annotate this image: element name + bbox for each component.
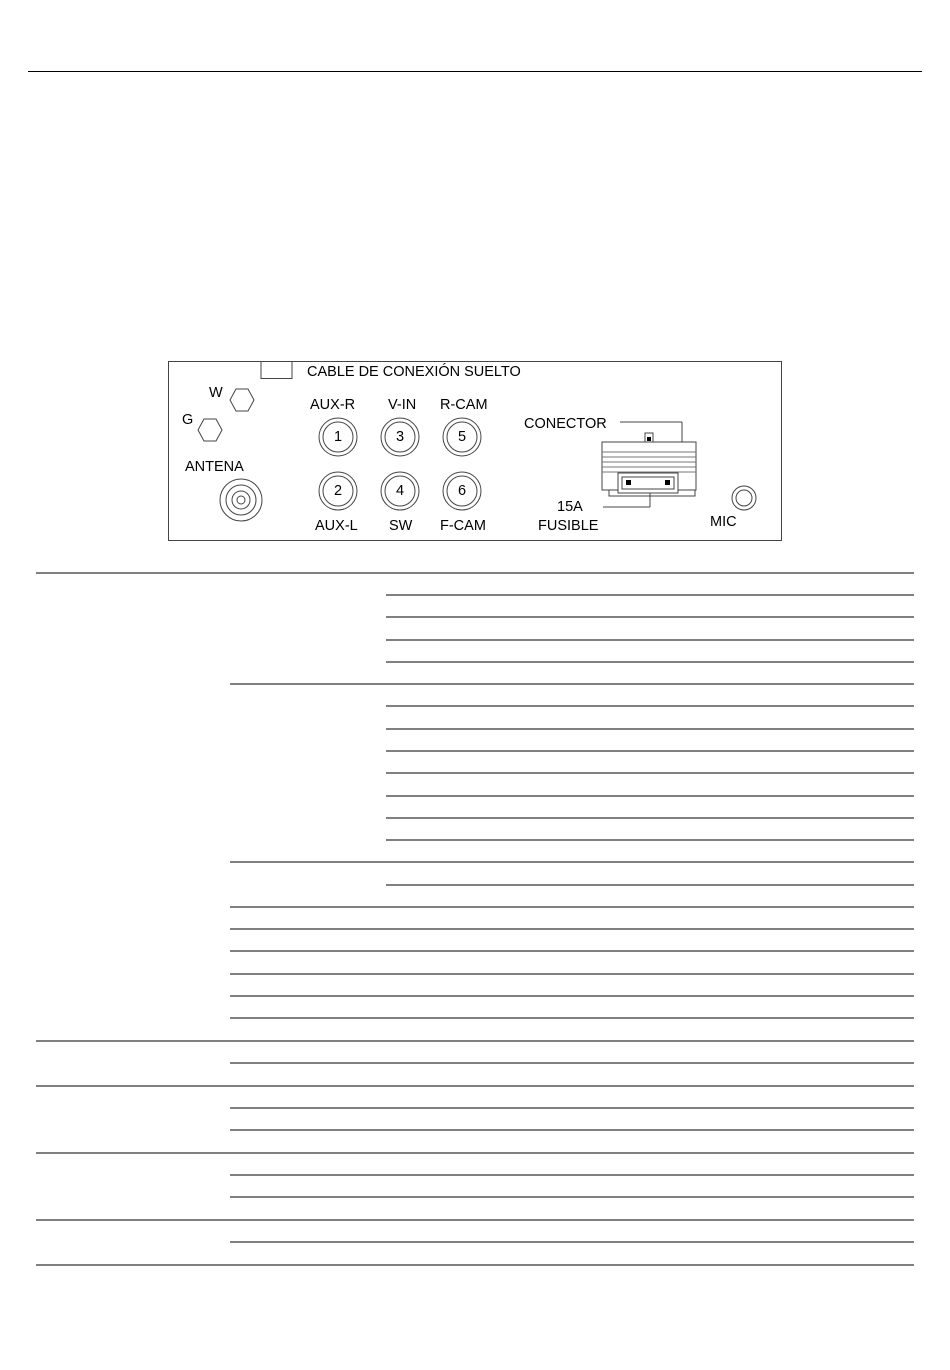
jack-number-5: 5 [457,429,467,445]
fusible-label: FUSIBLE [538,518,599,534]
jack-number-3: 3 [395,429,405,445]
w-terminal-label: W [209,385,223,401]
jack-number-4: 4 [395,483,405,499]
v-in-label: V-IN [388,397,417,413]
aux-l-label: AUX-L [315,518,358,534]
loose-cable-legend-text: CABLE DE CONEXIÓN SUELTO [307,364,521,380]
jack-number-1: 1 [333,429,343,445]
fuse-rating-label: 15A [557,499,583,515]
mic-label: MIC [710,514,737,530]
jack-number-6: 6 [457,483,467,499]
sw-label: SW [389,518,413,534]
aux-r-label: AUX-R [310,397,356,413]
conector-label: CONECTOR [524,416,607,432]
antenna-label: ANTENA [185,459,244,475]
jack-number-2: 2 [333,483,343,499]
f-cam-label: F-CAM [440,518,486,534]
r-cam-label: R-CAM [440,397,488,413]
g-terminal-label: G [182,412,194,428]
